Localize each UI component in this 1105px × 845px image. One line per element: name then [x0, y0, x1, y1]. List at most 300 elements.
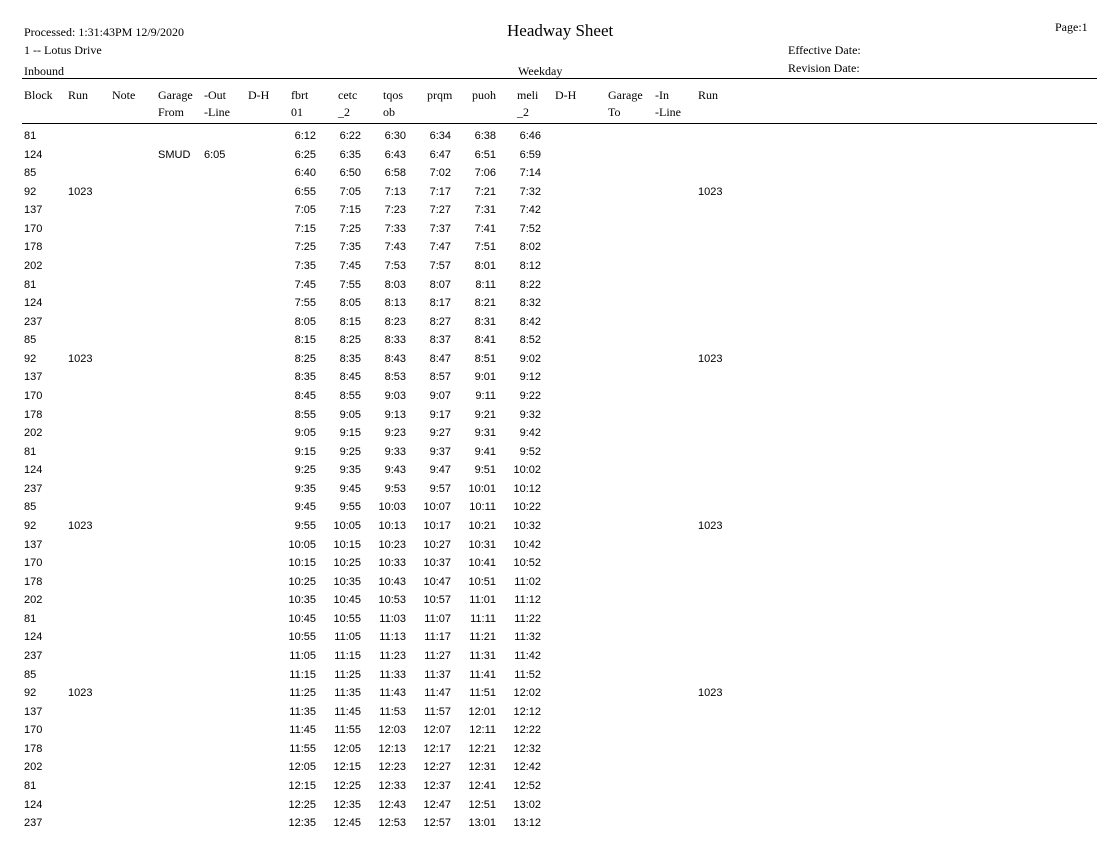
- block-cell: 170: [24, 222, 43, 235]
- time-cell-cetc2: 12:45: [333, 817, 361, 830]
- time-cell-meli2: 11:12: [514, 594, 541, 607]
- time-cell-fbrt01: 6:12: [294, 130, 316, 142]
- block-cell: 92: [24, 185, 37, 198]
- table-row: [0, 631, 1105, 649]
- time-cell-prqm: 11:07: [424, 612, 451, 625]
- table-row: [0, 761, 1105, 779]
- revision-date-label: Revision Date:: [788, 61, 860, 75]
- table-row: [0, 409, 1105, 427]
- time-cell-prqm: 11:27: [424, 649, 451, 662]
- time-cell-puoh: 8:21: [474, 297, 496, 310]
- time-cell-prqm: 9:47: [429, 464, 451, 477]
- time-cell-cetc2: 9:05: [339, 408, 361, 421]
- block-cell: 85: [24, 167, 37, 180]
- column-header-garage-from: Garage From: [158, 88, 193, 119]
- time-cell-cetc2: 8:15: [339, 315, 361, 328]
- time-cell-fbrt01: 7:05: [294, 204, 316, 217]
- block-cell: 92: [24, 519, 37, 532]
- time-cell-tqosob: 11:43: [379, 687, 406, 700]
- time-cell-tqosob: 12:43: [378, 798, 406, 811]
- time-cell-cetc2: 7:25: [339, 222, 361, 235]
- time-cell-cetc2: 8:45: [339, 371, 361, 384]
- time-cell-prqm: 6:34: [429, 130, 451, 142]
- block-cell: 137: [24, 705, 43, 718]
- time-cell-puoh: 7:06: [474, 167, 496, 180]
- time-cell-prqm: 11:17: [424, 631, 451, 644]
- table-row: [0, 817, 1105, 835]
- time-cell-prqm: 7:47: [429, 241, 451, 254]
- block-cell: 237: [24, 315, 43, 328]
- time-cell-puoh: 13:01: [468, 817, 496, 830]
- time-cell-meli2: 11:02: [514, 575, 541, 588]
- time-cell-meli2: 12:42: [513, 761, 541, 774]
- time-cell-fbrt01: 10:35: [288, 594, 316, 607]
- time-cell-tqosob: 12:03: [378, 724, 406, 737]
- time-cell-meli2: 10:42: [513, 538, 541, 551]
- time-cell-fbrt01: 6:25: [294, 148, 316, 161]
- block-cell: 178: [24, 408, 43, 421]
- time-cell-puoh: 11:51: [469, 687, 496, 700]
- block-cell: 124: [24, 798, 43, 811]
- time-cell-cetc2: 6:50: [339, 167, 361, 180]
- time-cell-cetc2: 9:25: [339, 445, 361, 458]
- time-cell-cetc2: 10:05: [333, 519, 361, 532]
- time-cell-puoh: 11:01: [469, 594, 496, 607]
- time-cell-tqosob: 9:33: [384, 445, 406, 458]
- time-cell-prqm: 12:47: [423, 798, 451, 811]
- column-header-block: Block: [24, 88, 53, 102]
- run-in-cell: 1023: [698, 687, 723, 700]
- time-cell-puoh: 10:41: [468, 557, 496, 570]
- header-top-rule: [22, 78, 1097, 79]
- time-cell-meli2: 7:32: [519, 185, 541, 198]
- time-cell-cetc2: 12:25: [333, 779, 361, 792]
- column-header-dh2: D-H: [555, 88, 577, 102]
- time-cell-meli2: 13:02: [513, 798, 541, 811]
- route-name: 1 -- Lotus Drive: [24, 43, 102, 57]
- time-cell-puoh: 8:11: [475, 278, 496, 291]
- time-cell-tqosob: 7:53: [384, 259, 406, 272]
- time-cell-meli2: 11:22: [514, 612, 541, 625]
- time-cell-tqosob: 10:13: [378, 519, 406, 532]
- time-cell-puoh: 8:01: [474, 259, 496, 272]
- time-cell-prqm: 7:17: [429, 185, 451, 198]
- time-cell-cetc2: 8:25: [339, 334, 361, 347]
- column-header-meli2: meli _2: [517, 88, 539, 119]
- time-cell-meli2: 7:52: [519, 222, 541, 235]
- table-row: [0, 501, 1105, 519]
- time-cell-prqm: 7:57: [429, 259, 451, 272]
- table-row: [0, 576, 1105, 594]
- column-header-fbrt01: fbrt 01: [291, 88, 309, 119]
- block-cell: 170: [24, 557, 43, 570]
- block-cell: 137: [24, 371, 43, 384]
- time-cell-prqm: 9:17: [429, 408, 451, 421]
- time-cell-prqm: 11:57: [424, 705, 451, 718]
- time-cell-cetc2: 12:35: [333, 798, 361, 811]
- time-cell-prqm: 10:17: [423, 519, 451, 532]
- time-cell-tqosob: 8:03: [384, 278, 406, 291]
- time-cell-tqosob: 12:23: [378, 761, 406, 774]
- time-cell-cetc2: 7:55: [339, 278, 361, 291]
- block-cell: 85: [24, 334, 37, 347]
- table-row: [0, 724, 1105, 742]
- time-cell-fbrt01: 10:15: [288, 557, 316, 570]
- table-row: [0, 353, 1105, 371]
- time-cell-puoh: 7:51: [474, 241, 496, 254]
- table-row: [0, 371, 1105, 389]
- time-cell-tqosob: 11:53: [379, 705, 406, 718]
- column-header-dh: D-H: [248, 88, 270, 102]
- time-cell-fbrt01: 11:15: [289, 668, 316, 681]
- table-row: [0, 594, 1105, 612]
- time-cell-tqosob: 9:23: [384, 427, 406, 440]
- run-cell: 1023: [68, 687, 93, 700]
- block-cell: 202: [24, 594, 43, 607]
- time-cell-prqm: 9:07: [429, 389, 451, 402]
- time-cell-meli2: 8:52: [519, 334, 541, 347]
- table-row: [0, 427, 1105, 445]
- time-cell-cetc2: 10:45: [333, 594, 361, 607]
- time-cell-fbrt01: 11:25: [289, 687, 316, 700]
- time-cell-meli2: 10:02: [513, 464, 541, 477]
- time-cell-tqosob: 10:33: [378, 557, 406, 570]
- time-cell-tqosob: 6:30: [384, 130, 406, 142]
- time-cell-cetc2: 7:15: [339, 204, 361, 217]
- time-cell-fbrt01: 8:55: [294, 408, 316, 421]
- time-cell-puoh: 7:31: [474, 204, 496, 217]
- column-header-garage-to: Garage To: [608, 88, 643, 119]
- block-cell: 170: [24, 389, 43, 402]
- time-cell-fbrt01: 9:35: [294, 482, 316, 495]
- time-cell-tqosob: 10:03: [378, 501, 406, 514]
- column-header-run-in: Run: [698, 88, 719, 102]
- time-cell-cetc2: 11:55: [334, 724, 361, 737]
- time-cell-meli2: 10:22: [513, 501, 541, 514]
- column-header-tqosob: tqos ob: [383, 88, 404, 119]
- time-cell-puoh: 8:31: [474, 315, 496, 328]
- column-header-prqm: prqm: [427, 88, 453, 102]
- block-cell: 178: [24, 575, 43, 588]
- time-cell-tqosob: 11:03: [379, 612, 406, 625]
- time-cell-fbrt01: 6:55: [294, 185, 316, 198]
- table-row: [0, 446, 1105, 464]
- time-cell-prqm: 12:27: [423, 761, 451, 774]
- time-cell-puoh: 9:01: [474, 371, 496, 384]
- table-row: [0, 483, 1105, 501]
- block-cell: 237: [24, 817, 43, 830]
- time-cell-fbrt01: 8:25: [294, 352, 316, 365]
- time-cell-puoh: 12:31: [468, 761, 496, 774]
- time-cell-puoh: 6:38: [474, 130, 496, 142]
- time-cell-meli2: 8:02: [519, 241, 541, 254]
- table-row: [0, 316, 1105, 334]
- time-cell-puoh: 7:21: [474, 185, 496, 198]
- block-cell: 178: [24, 241, 43, 254]
- page-number: Page:1: [1055, 20, 1088, 34]
- time-cell-tqosob: 8:13: [384, 297, 406, 310]
- time-cell-meli2: 8:12: [519, 259, 541, 272]
- table-row: [0, 706, 1105, 724]
- time-cell-fbrt01: 10:25: [288, 575, 316, 588]
- time-cell-prqm: 8:57: [429, 371, 451, 384]
- time-cell-prqm: 12:17: [423, 742, 451, 755]
- time-cell-cetc2: 12:15: [333, 761, 361, 774]
- page-title: Headway Sheet: [507, 21, 614, 40]
- time-cell-fbrt01: 12:15: [288, 779, 316, 792]
- time-cell-cetc2: 8:55: [339, 389, 361, 402]
- time-cell-meli2: 12:32: [513, 742, 541, 755]
- time-cell-cetc2: 7:45: [339, 259, 361, 272]
- time-cell-puoh: 11:21: [469, 631, 496, 644]
- block-cell: 81: [24, 445, 37, 458]
- time-cell-tqosob: 6:43: [384, 148, 406, 161]
- time-cell-prqm: 7:27: [429, 204, 451, 217]
- table-row: [0, 149, 1105, 167]
- time-cell-tqosob: 12:13: [378, 742, 406, 755]
- block-cell: 178: [24, 742, 43, 755]
- time-cell-cetc2: 11:15: [334, 649, 361, 662]
- table-row: [0, 520, 1105, 538]
- time-cell-prqm: 10:37: [423, 557, 451, 570]
- time-cell-puoh: 11:41: [469, 668, 496, 681]
- time-cell-puoh: 11:31: [469, 649, 496, 662]
- table-row: [0, 130, 1105, 148]
- block-cell: 237: [24, 649, 43, 662]
- time-cell-tqosob: 8:53: [384, 371, 406, 384]
- time-cell-cetc2: 7:05: [339, 185, 361, 198]
- table-row: [0, 743, 1105, 761]
- time-cell-fbrt01: 7:45: [294, 278, 316, 291]
- table-row: [0, 167, 1105, 185]
- block-cell: 124: [24, 148, 43, 161]
- time-cell-tqosob: 9:13: [384, 408, 406, 421]
- time-cell-tqosob: 11:23: [379, 649, 406, 662]
- run-in-cell: 1023: [698, 519, 723, 532]
- time-cell-fbrt01: 11:05: [289, 649, 316, 662]
- time-cell-prqm: 12:07: [423, 724, 451, 737]
- time-cell-meli2: 9:32: [519, 408, 541, 421]
- block-cell: 137: [24, 538, 43, 551]
- block-cell: 85: [24, 501, 37, 514]
- time-cell-meli2: 11:52: [514, 668, 541, 681]
- time-cell-puoh: 12:41: [468, 779, 496, 792]
- time-cell-meli2: 7:42: [519, 204, 541, 217]
- time-cell-meli2: 9:12: [519, 371, 541, 384]
- block-cell: 124: [24, 464, 43, 477]
- time-cell-puoh: 10:01: [468, 482, 496, 495]
- time-cell-fbrt01: 8:15: [294, 334, 316, 347]
- header-bottom-rule: [22, 123, 1097, 124]
- block-cell: 170: [24, 724, 43, 737]
- time-cell-puoh: 7:41: [474, 222, 496, 235]
- table-row: [0, 279, 1105, 297]
- time-cell-cetc2: 7:35: [339, 241, 361, 254]
- time-cell-puoh: 10:11: [469, 501, 496, 514]
- time-cell-prqm: 9:27: [429, 427, 451, 440]
- run-cell: 1023: [68, 352, 93, 365]
- time-cell-meli2: 9:52: [519, 445, 541, 458]
- time-cell-cetc2: 8:35: [339, 352, 361, 365]
- time-cell-puoh: 12:11: [469, 724, 496, 737]
- time-cell-meli2: 10:32: [513, 519, 541, 532]
- time-cell-meli2: 6:59: [519, 148, 541, 161]
- time-cell-cetc2: 10:15: [333, 538, 361, 551]
- time-cell-tqosob: 12:53: [378, 817, 406, 830]
- table-row: [0, 464, 1105, 482]
- table-row: [0, 539, 1105, 557]
- time-cell-cetc2: 12:05: [333, 742, 361, 755]
- column-header-puoh: puoh: [472, 88, 496, 102]
- time-cell-prqm: 10:27: [423, 538, 451, 551]
- block-cell: 81: [24, 130, 37, 142]
- time-cell-cetc2: 11:45: [334, 705, 361, 718]
- time-cell-cetc2: 6:22: [339, 130, 361, 142]
- time-cell-tqosob: 8:33: [384, 334, 406, 347]
- time-cell-meli2: 8:32: [519, 297, 541, 310]
- time-cell-puoh: 8:41: [474, 334, 496, 347]
- time-cell-fbrt01: 8:05: [294, 315, 316, 328]
- time-cell-tqosob: 8:23: [384, 315, 406, 328]
- time-cell-cetc2: 9:55: [339, 501, 361, 514]
- table-row: [0, 204, 1105, 222]
- time-cell-meli2: 9:22: [519, 389, 541, 402]
- block-cell: 85: [24, 668, 37, 681]
- block-cell: 92: [24, 352, 37, 365]
- time-cell-fbrt01: 9:15: [294, 445, 316, 458]
- time-cell-meli2: 10:12: [513, 482, 541, 495]
- time-cell-tqosob: 9:03: [384, 389, 406, 402]
- table-row: [0, 241, 1105, 259]
- time-cell-puoh: 9:21: [474, 408, 496, 421]
- time-cell-tqosob: 12:33: [378, 779, 406, 792]
- time-cell-meli2: 12:02: [513, 687, 541, 700]
- column-header-out-line: -Out -Line: [204, 88, 230, 119]
- time-cell-prqm: 8:37: [429, 334, 451, 347]
- time-cell-fbrt01: 6:40: [294, 167, 316, 180]
- time-cell-cetc2: 10:35: [333, 575, 361, 588]
- time-cell-prqm: 10:07: [423, 501, 451, 514]
- time-cell-meli2: 9:42: [519, 427, 541, 440]
- table-row: [0, 687, 1105, 705]
- time-cell-prqm: 7:02: [429, 167, 451, 180]
- time-cell-fbrt01: 12:05: [288, 761, 316, 774]
- time-cell-meli2: 11:32: [514, 631, 541, 644]
- time-cell-prqm: 11:47: [424, 687, 451, 700]
- time-cell-tqosob: 8:43: [384, 352, 406, 365]
- run-in-cell: 1023: [698, 185, 723, 198]
- time-cell-fbrt01: 12:25: [288, 798, 316, 811]
- table-row: [0, 390, 1105, 408]
- time-cell-tqosob: 11:13: [379, 631, 406, 644]
- time-cell-cetc2: 6:35: [339, 148, 361, 161]
- time-cell-meli2: 13:12: [513, 817, 541, 830]
- column-header-in-line: -In -Line: [655, 88, 681, 119]
- column-header-run: Run: [68, 88, 89, 102]
- time-cell-meli2: 6:46: [519, 130, 541, 142]
- time-cell-meli2: 12:52: [513, 779, 541, 792]
- time-cell-meli2: 11:42: [514, 649, 541, 662]
- time-cell-fbrt01: 9:55: [294, 519, 316, 532]
- time-cell-cetc2: 10:55: [333, 612, 361, 625]
- table-row: [0, 297, 1105, 315]
- table-row: [0, 223, 1105, 241]
- time-cell-meli2: 8:22: [519, 278, 541, 291]
- run-in-cell: 1023: [698, 352, 723, 365]
- time-cell-fbrt01: 12:35: [288, 817, 316, 830]
- block-cell: 81: [24, 779, 37, 792]
- block-cell: 202: [24, 427, 43, 440]
- time-cell-fbrt01: 11:35: [289, 705, 316, 718]
- time-cell-tqosob: 9:53: [384, 482, 406, 495]
- time-cell-fbrt01: 11:45: [289, 724, 316, 737]
- time-cell-prqm: 6:47: [429, 148, 451, 161]
- block-cell: 137: [24, 204, 43, 217]
- block-cell: 81: [24, 278, 37, 291]
- time-cell-cetc2: 9:45: [339, 482, 361, 495]
- time-cell-meli2: 12:22: [513, 724, 541, 737]
- time-cell-tqosob: 6:58: [384, 167, 406, 180]
- time-cell-prqm: 12:37: [423, 779, 451, 792]
- time-cell-prqm: 12:57: [423, 817, 451, 830]
- time-cell-puoh: 10:21: [468, 519, 496, 532]
- processed-timestamp: Processed: 1:31:43PM 12/9/2020: [24, 25, 185, 39]
- time-cell-prqm: 9:57: [429, 482, 451, 495]
- block-cell: 124: [24, 631, 43, 644]
- time-cell-puoh: 10:51: [468, 575, 496, 588]
- time-cell-cetc2: 11:05: [334, 631, 361, 644]
- time-cell-cetc2: 11:25: [334, 668, 361, 681]
- time-cell-meli2: 12:12: [513, 705, 541, 718]
- table-row: [0, 613, 1105, 631]
- time-cell-meli2: 10:52: [513, 557, 541, 570]
- time-cell-puoh: 10:31: [468, 538, 496, 551]
- time-cell-meli2: 7:14: [519, 167, 541, 180]
- table-row: [0, 799, 1105, 817]
- time-cell-fbrt01: 7:15: [294, 222, 316, 235]
- time-cell-puoh: 9:51: [474, 464, 496, 477]
- time-cell-tqosob: 10:23: [378, 538, 406, 551]
- block-cell: 124: [24, 297, 43, 310]
- pull-out-cell: 6:05: [204, 148, 226, 161]
- time-cell-cetc2: 10:25: [333, 557, 361, 570]
- time-cell-fbrt01: 8:45: [294, 389, 316, 402]
- block-cell: 202: [24, 761, 43, 774]
- direction-label: Inbound: [24, 64, 64, 78]
- time-cell-fbrt01: 8:35: [294, 371, 316, 384]
- time-cell-fbrt01: 7:35: [294, 259, 316, 272]
- time-cell-tqosob: 11:33: [379, 668, 406, 681]
- day-type-label: Weekday: [518, 64, 563, 78]
- time-cell-prqm: 10:57: [423, 594, 451, 607]
- time-cell-tqosob: 10:43: [378, 575, 406, 588]
- block-cell: 202: [24, 259, 43, 272]
- time-cell-tqosob: 10:53: [378, 594, 406, 607]
- time-cell-puoh: 11:11: [470, 612, 496, 625]
- time-cell-meli2: 9:02: [519, 352, 541, 365]
- table-row: [0, 186, 1105, 204]
- time-cell-tqosob: 7:33: [384, 222, 406, 235]
- time-cell-fbrt01: 10:45: [288, 612, 316, 625]
- time-cell-fbrt01: 10:55: [288, 631, 316, 644]
- time-cell-cetc2: 9:35: [339, 464, 361, 477]
- table-row: [0, 260, 1105, 278]
- time-cell-prqm: 10:47: [423, 575, 451, 588]
- time-cell-prqm: 8:17: [429, 297, 451, 310]
- time-cell-puoh: 12:51: [468, 798, 496, 811]
- time-cell-cetc2: 11:35: [334, 687, 361, 700]
- time-cell-cetc2: 9:15: [339, 427, 361, 440]
